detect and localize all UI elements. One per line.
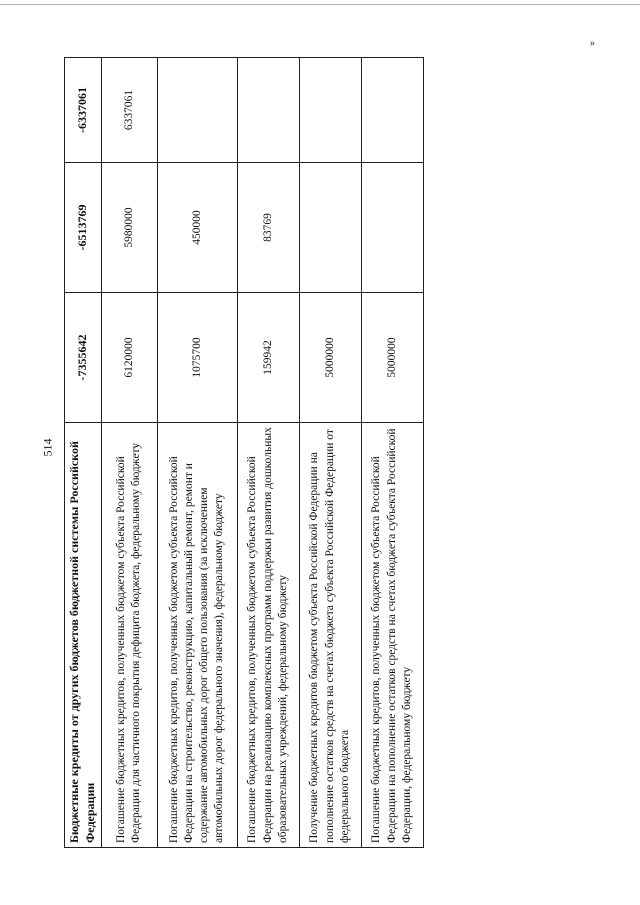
row-value-cell: 5000000	[361, 293, 423, 423]
page-number: 514	[40, 438, 55, 457]
row-label-cell: Получение бюджетных кредитов бюджетом субъекта Российской Федерации на пополнение остатков средств на счетах бюджета субъекта Российской Федерации от федерального бюджета	[299, 423, 361, 848]
row-value-cell: 1075700	[157, 293, 237, 423]
budget-credits-table	[64, 57, 424, 848]
table-row	[101, 58, 157, 848]
table-header-row	[65, 58, 102, 848]
row-value-cell	[157, 58, 237, 163]
header-value-cell: -7355642	[65, 293, 102, 423]
row-value-cell: 5000000	[299, 293, 361, 423]
table-row	[361, 58, 423, 848]
header-value-cell: -6513769	[65, 163, 102, 293]
row-value-cell: 6337061	[101, 58, 157, 163]
header-label-cell: Бюджетные кредиты от других бюджетов бюджетной системы Российской Федерации	[65, 423, 102, 848]
row-label-cell: Погашение бюджетных кредитов, полученных бюджетом субъекта Российской Федерации на реализацию комплексных программ поддержки развития дошкольных образовательных учреждений, федеральному бюджету	[237, 423, 299, 848]
row-label-cell: Погашение бюджетных кредитов, полученных бюджетом субъекта Российской Федерации на пополнение остатков средств на счетах бюджета субъекта Российской Федерации, федеральному бюджету	[361, 423, 423, 848]
budget-table-container	[64, 58, 422, 848]
row-value-cell	[361, 58, 423, 163]
header-value-cell: -6337061	[65, 58, 102, 163]
row-value-cell: 5980000	[101, 163, 157, 293]
corner-mark: »	[590, 38, 595, 49]
row-value-cell: 450000	[157, 163, 237, 293]
table-row	[299, 58, 361, 848]
row-value-cell: 6120000	[101, 293, 157, 423]
row-value-cell	[299, 163, 361, 293]
row-value-cell	[299, 58, 361, 163]
table-row	[157, 58, 237, 848]
top-rule	[0, 4, 640, 5]
row-value-cell: 159942	[237, 293, 299, 423]
row-label-cell: Погашение бюджетных кредитов, полученных бюджетом субъекта Российской Федерации для частичного покрытия дефицита бюджета, федеральному бюджету	[101, 423, 157, 848]
row-label-cell: Погашение бюджетных кредитов, полученных бюджетом субъекта Российской Федерации на строительство, реконструкцию, капитальный ремонт, ремонт и содержание автомобильных дорог общего пользования (за исключением автомобильных дорог федерального значения), федеральному бюджету	[157, 423, 237, 848]
table-row	[237, 58, 299, 848]
row-value-cell	[361, 163, 423, 293]
row-value-cell: 83769	[237, 163, 299, 293]
row-value-cell	[237, 58, 299, 163]
